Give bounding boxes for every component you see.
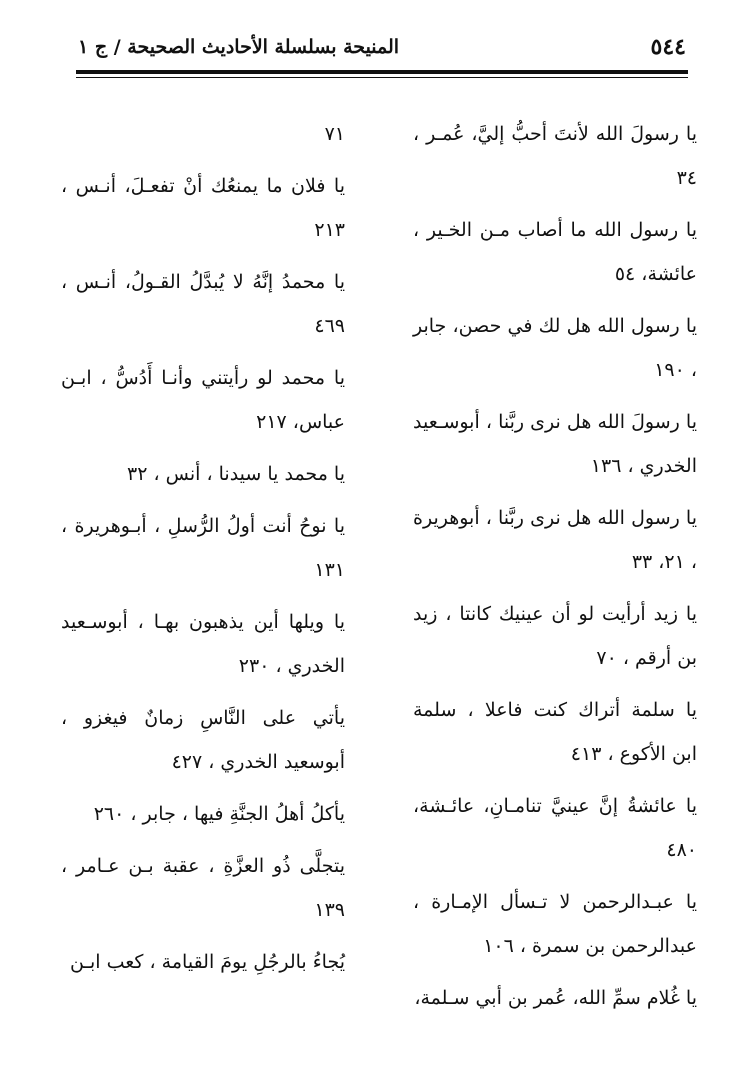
- index-entry: يا ويلها أين يذهبون بهـا ، أبوسـعيد الخدري ، ٢٣٠: [61, 611, 345, 677]
- index-entry: يا محمدُ إنَّهُ لا يُبدَّلُ القـولُ، أنـس ، ٤٦٩: [61, 271, 345, 337]
- index-entry: يا رسولَ الله هل نرى ربَّنا ، أبوسـعيد الخدري ، ١٣٦: [413, 411, 697, 477]
- index-column-right: [413, 112, 697, 1020]
- index-entry: يا رسولَ الله لأنتَ أحبُّ إليَّ، عُمـر ، ٣٤: [413, 123, 697, 189]
- index-entry: يأتي على النَّاسِ زمانٌ فيغزو ، أبوسعيد الخدري ، ٤٢٧: [61, 707, 345, 773]
- index-entry: يا عائشةُ إنَّ عينيَّ تنامـانِ، عائـشة، ٤٨٠: [413, 795, 697, 861]
- index-entry: يا نوحُ أنت أولُ الرُّسلِ ، أبـوهريرة ، ١٣١: [61, 515, 345, 581]
- index-entry: يُجاءُ بالرجُلِ يومَ القيامة ، كعب ابـن: [69, 951, 345, 973]
- index-entry: يا زيد أرأيت لو أن عينيك كانتا ، زيد بن أرقم ، ٧٠: [413, 603, 697, 669]
- page-number: ٥٤٤: [650, 34, 686, 60]
- index-entry: يا محمد يا سيدنا ، أنس ، ٣٢: [126, 463, 345, 485]
- index-entry: يا رسول الله ما أصاب مـن الخـير ، عائشة، ٥٤: [413, 219, 697, 285]
- continued-reference-number: ٧١: [324, 123, 345, 145]
- index-entry: يا سلمة أتراك كنت فاعلا ، سلمة ابن الأكوع ، ٤١٣: [413, 699, 697, 765]
- page-header: [78, 32, 686, 68]
- index-column-left: [61, 112, 345, 984]
- index-entry: يا رسول الله هل نرى ربَّنا ، أبوهريرة ، ٢١، ٣٣: [413, 507, 697, 573]
- index-entry: يأكلُ أهلُ الجنَّةِ فيها ، جابر ، ٢٦٠: [93, 803, 345, 825]
- index-entry: يا رسول الله هل لك في حصن، جابر ، ١٩٠: [413, 315, 697, 381]
- header-rule-thin: [76, 77, 688, 78]
- header-rule-thick: [76, 70, 688, 74]
- index-entry: يا فلان ما يمنعُك أنْ تفعـلَ، أنـس ، ٢١٣: [61, 175, 345, 241]
- index-entry: يا عبـدالرحمن لا تـسأل الإمـارة ، عبدالرحمن بن سمرة ، ١٠٦: [413, 891, 697, 957]
- index-entry: يا محمد لو رأيتني وأنـا أَدُسُّ ، ابـن عباس، ٢١٧: [61, 367, 345, 433]
- running-title: المنيحة بسلسلة الأحاديث الصحيحة / ج ١: [78, 36, 400, 58]
- index-entry: يا غُلام سمِّ الله، عُمر بن أبي سـلمة،: [414, 987, 697, 1009]
- index-entry: يتجلَّى ذُو العزَّةِ ، عقبة بـن عـامر ، ١٣٩: [61, 855, 345, 921]
